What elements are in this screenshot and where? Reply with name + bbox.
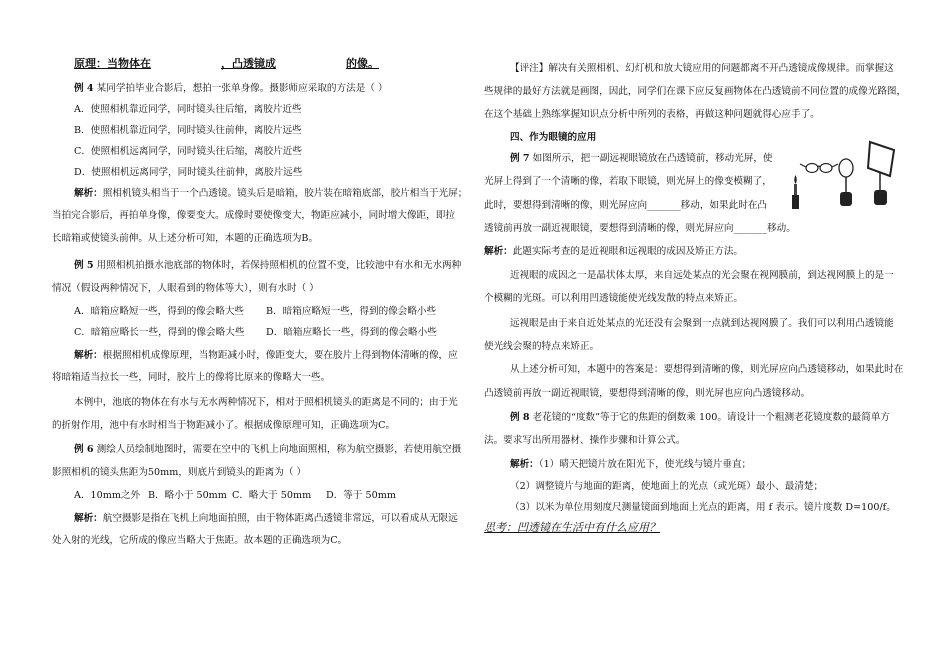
- example-7-analysis-6: 从上述分析可知，本题中的答案是：要想得到清晰的像，则光屏应向凸透镜移动，如果此时在: [510, 364, 904, 375]
- section-heading-glasses: 四、作为眼镜的应用: [510, 132, 597, 143]
- example-6-option-d: D．等于 50mm: [326, 490, 396, 501]
- example-5-question-1: 例 5 用照相机拍摄水池底部的物体时，若保持照相机的位置不变，比较池中有水和无水两种: [74, 260, 462, 271]
- example-6-question-1: 例 6 测绘人员绘制地图时，需要在空中的飞机上向地面照相，称为航空摄影，若使用航空摄: [74, 444, 462, 455]
- example-8-line-2: 法。要求写出所用器材、操作步骤和计算公式。: [484, 435, 686, 446]
- example-7-line-1: 例 7 如图所示，把一副远视眼镜放在凸透镜前，移动光屏，使: [510, 153, 773, 164]
- example-4-analysis-3: 长暗箱或使镜头前伸。从上述分析可知，本题的正确选项为B。: [52, 233, 319, 244]
- example-4-option-c: C．使照相机远离同学，同时镜头往后缩，离胶片近些: [74, 146, 302, 157]
- example-4-question: 例 4 某同学拍毕业合影后，想拍一张单身像。摄影师应采取的方法是（ ）: [74, 83, 388, 94]
- glasses-icon: [800, 164, 838, 173]
- example-4-analysis-2: 当拍完合影后，再拍单身像，像要变大。成像时要使像变大，物距应减小，同时增大像距，即拉: [52, 210, 455, 221]
- example-7-analysis-4: 远视眼是由于来自近处某点的光还没有会聚到一点就到达视网膜了。我们可以利用凸透镜能: [510, 318, 894, 329]
- example-4-analysis-1: 解析：照相机镜头相当于一个凸透镜。镜头后是暗箱，胶片装在暗箱底部，胶片相当于光屏；: [74, 188, 468, 199]
- example-5-analysis-4: 的折射作用，池中有水时相当于物距减小了。根据成像原理可知，正确选项为C。: [52, 420, 396, 431]
- example-6-question-2: 影照相机的镜头焦距为50mm，则底片到镜头的距离为（ ）: [52, 467, 307, 478]
- screen-icon: [868, 142, 894, 205]
- principle-title: 原理：当物体在 ，凸透镜成 的像。: [74, 57, 379, 70]
- example-5-analysis-1: 解析：根据照相机成像原理，当物距减小时，像距变大，要在胶片上得到物体清晰的像，应: [74, 350, 458, 361]
- example-5-option-c: C．暗箱应略长一些，得到的像会略大些: [74, 327, 245, 338]
- example-7-analysis-1: 解析：此题实际考查的是近视眼和远视眼的成因及矫正方法。: [484, 246, 744, 257]
- example-7-line-4: 透镜前再放一副近视眼镜，要想得到清晰的像，则光屏应向_______移动。: [484, 223, 796, 234]
- example-7-analysis-3: 个模糊的光斑。可以利用凹透镜能使光线发散的特点来矫正。: [484, 293, 744, 304]
- example-8-analysis-step-1: 解析：（1）晴天把镜片放在阳光下，使光线与镜片垂直；: [510, 459, 752, 470]
- example-5-option-d: D．暗箱应略长一些，得到的像会略小些: [266, 327, 437, 338]
- example-5-option-b: B．暗箱应略短一些，得到的像会略小些: [266, 306, 437, 317]
- example-4-option-b: B．使照相机靠近同学，同时镜头往前伸，离胶片远些: [74, 125, 302, 136]
- example-8-line-1: 例 8 老花镜的“度数”等于它的焦距的倒数乘 100。请设计一个粗测老花镜度数的最简单方: [510, 412, 891, 423]
- example-7-line-3: 此时，要想得到清晰的像，则光屏应向_______移动，如果此时在凸: [484, 200, 768, 211]
- example-5-option-a: A．暗箱应略短一些，得到的像会略大些: [74, 306, 245, 317]
- comment-line-1: 【评注】解决有关照相机、幻灯机和放大镜应用的问题都离不开凸透镜成像规律。而掌握这: [510, 63, 894, 74]
- example-5-analysis-3: 本例中，池底的物体在有水与无水两种情况下，相对于照相机镜头的距离是不同的；由于光: [74, 397, 458, 408]
- think-question: 思考：凹透镜在生活中有什么应用？: [484, 521, 660, 534]
- comment-line-2: 些规律的最好方法就是画图，因此，同学们在课下应反复画物体在凸透镜前不同位置的成像光路图，: [484, 86, 907, 97]
- example-6-analysis-2: 处入射的光线，它所成的像应当略大于焦距。故本题的正确选项为C。: [52, 535, 348, 546]
- example-7-line-2: 光屏上得到了一个清晰的像，若取下眼镜，则光屏上的像变模糊了，: [484, 176, 772, 187]
- candle-icon: [792, 175, 799, 209]
- example-6-option-b: B．略小于 50mm: [148, 490, 227, 501]
- example-8-analysis-step-3: （3）以米为单位用刻度尺测量镜面到地面上光点的距离，用 f 表示。镜片度数 D=100/f。: [510, 502, 896, 513]
- example-6-option-a: A．10mm之外: [74, 490, 141, 501]
- example-5-question-2: 情况（假设两种情况下，人眼看到的物体等大），则有水时（ ）: [52, 283, 319, 294]
- example-6-option-c: C．略大于 50mm: [232, 490, 312, 501]
- example-7-analysis-2: 近视眼的成因之一是晶状体太厚，来自远处某点的光会聚在视网膜前，到达视网膜上的是一: [510, 270, 894, 281]
- glasses-lens-screen-figure: [788, 140, 898, 212]
- example-7-analysis-5: 使光线会聚的特点来矫正。: [484, 341, 600, 352]
- example-4-option-d: D．使照相机远离同学，同时镜头往前伸，离胶片远些: [74, 167, 303, 178]
- comment-line-3: 在这个基础上熟练掌握知识点分析中所列的表格，再做这种问题就得心应手了。: [484, 109, 820, 120]
- example-5-analysis-2: 将暗箱适当拉长一些，同时，胶片上的像将比原来的像略大一些。: [52, 372, 331, 383]
- example-4-option-a: A．使照相机靠近同学，同时镜头往后缩，离胶片近些: [74, 104, 302, 115]
- convex-lens-icon: [839, 159, 853, 206]
- example-7-analysis-7: 凸透镜前再放一副近视眼镜，要想得到清晰的像，则光屏也应向凸透镜移动。: [484, 388, 811, 399]
- example-8-analysis-step-2: （2）调整镜片与地面的距离，使地面上的光点（或光斑）最小、最清楚；: [510, 481, 824, 492]
- example-6-analysis-1: 解析：航空摄影是指在飞机上向地面拍照，由于物体距离凸透镜非常远，可以看成从无限远: [74, 513, 458, 524]
